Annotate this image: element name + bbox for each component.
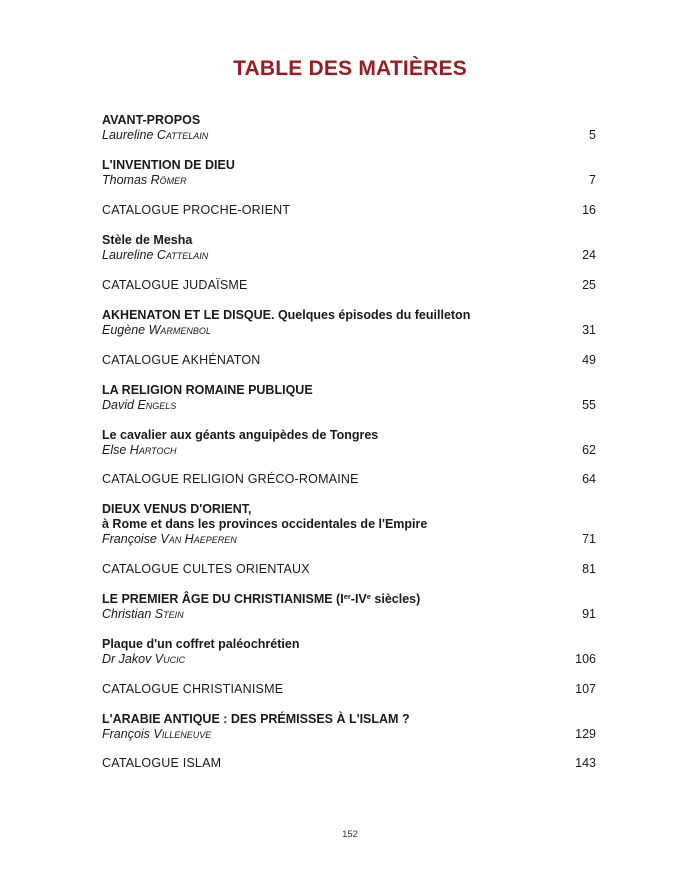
entry-page-number: 64 — [582, 472, 596, 486]
page-number-footer: 152 — [342, 829, 358, 840]
entry-catalogue-title: CATALOGUE RELIGION GRÉCO-ROMAINE — [102, 472, 359, 486]
toc-entry-premier-age-christianisme[interactable] — [102, 592, 596, 622]
toc-entry-catalogue-proche-orient[interactable] — [102, 203, 596, 218]
entry-title: LE PREMIER ÂGE DU CHRISTIANISME (Ier-IVe siècles) — [102, 592, 421, 606]
toc-entry-catalogue-islam[interactable] — [102, 756, 596, 771]
toc-entry-dieux-venus-orient[interactable] — [102, 502, 596, 547]
toc-entry-invention-de-dieu[interactable] — [102, 158, 596, 188]
entry-page-number: 129 — [575, 727, 596, 741]
entry-catalogue-title: CATALOGUE ISLAM — [102, 756, 222, 770]
entry-title: Plaque d'un coffret paléochrétien — [102, 637, 300, 651]
entry-author: Laureline Cattelain — [102, 248, 209, 262]
toc-entry-cavalier-tongres[interactable] — [102, 428, 596, 458]
entry-catalogue-title: CATALOGUE AKHÉNATON — [102, 353, 261, 367]
entry-page-number: 143 — [575, 756, 596, 770]
entry-author: Else Hartoch — [102, 443, 177, 457]
entry-author: François Villeneuve — [102, 727, 212, 741]
entry-catalogue-title: CATALOGUE JUDAÏSME — [102, 278, 248, 292]
entry-title: LA RELIGION ROMAINE PUBLIQUE — [102, 383, 313, 397]
entry-page-number: 25 — [582, 278, 596, 292]
page-title: TABLE DES MATIÈRES — [233, 57, 467, 80]
toc-entry-stele-de-mesha[interactable] — [102, 233, 596, 263]
entry-author: Thomas Römer — [102, 173, 187, 187]
entry-page-number: 49 — [582, 353, 596, 367]
entry-page-number: 55 — [582, 398, 596, 412]
toc-entry-catalogue-akhenaton[interactable] — [102, 353, 596, 368]
toc-entry-akhenaton-disque[interactable] — [102, 308, 596, 338]
entry-page-number: 31 — [582, 323, 596, 337]
toc-entry-catalogue-greco-romaine[interactable] — [102, 472, 596, 487]
entry-page-number: 91 — [582, 607, 596, 621]
entry-title: L'INVENTION DE DIEU — [102, 158, 235, 172]
toc-entry-religion-romaine[interactable] — [102, 383, 596, 413]
entry-title: AKHENATON ET LE DISQUE. Quelques épisodes du feuilleton — [102, 308, 471, 322]
entry-author: Dr Jakov Vucic — [102, 652, 186, 666]
entry-author: Laureline Cattelain — [102, 128, 209, 142]
entry-page-number: 81 — [582, 562, 596, 576]
entry-title: Le cavalier aux géants anguipèdes de Tongres — [102, 428, 379, 442]
toc-entry-avant-propos[interactable] — [102, 113, 596, 143]
toc-entry-catalogue-cultes-orientaux[interactable] — [102, 562, 596, 577]
entry-author: Eugène Warmenbol — [102, 323, 211, 337]
entry-author: David Engels — [102, 398, 177, 412]
entry-title: DIEUX VENUS D'ORIENT, — [102, 502, 252, 516]
entry-page-number: 24 — [582, 248, 596, 262]
toc-entry-arabie-antique[interactable] — [102, 712, 596, 742]
entry-title: AVANT-PROPOS — [102, 113, 201, 127]
entry-page-number: 107 — [575, 682, 596, 696]
toc-entry-plaque-coffret[interactable] — [102, 637, 596, 667]
toc-entry-catalogue-christianisme[interactable] — [102, 682, 596, 697]
entry-catalogue-title: CATALOGUE CHRISTIANISME — [102, 682, 284, 696]
entry-catalogue-title: CATALOGUE CULTES ORIENTAUX — [102, 562, 310, 576]
entry-page-number: 5 — [589, 128, 596, 142]
entry-catalogue-title: CATALOGUE PROCHE-ORIENT — [102, 203, 291, 217]
entry-page-number: 7 — [589, 173, 596, 187]
entry-author: Françoise Van Haeperen — [102, 532, 237, 546]
entry-author: Christian Stein — [102, 607, 184, 621]
entry-page-number: 62 — [582, 443, 596, 457]
entry-page-number: 16 — [582, 203, 596, 217]
entry-title: L'ARABIE ANTIQUE : DES PRÉMISSES À L'ISLAM ? — [102, 712, 410, 726]
entry-page-number: 106 — [575, 652, 596, 666]
toc-entry-catalogue-judaisme[interactable] — [102, 278, 596, 293]
entry-title-line-2: à Rome et dans les provinces occidentales de l'Empire — [102, 517, 428, 531]
entry-page-number: 71 — [582, 532, 596, 546]
entry-title: Stèle de Mesha — [102, 233, 193, 247]
